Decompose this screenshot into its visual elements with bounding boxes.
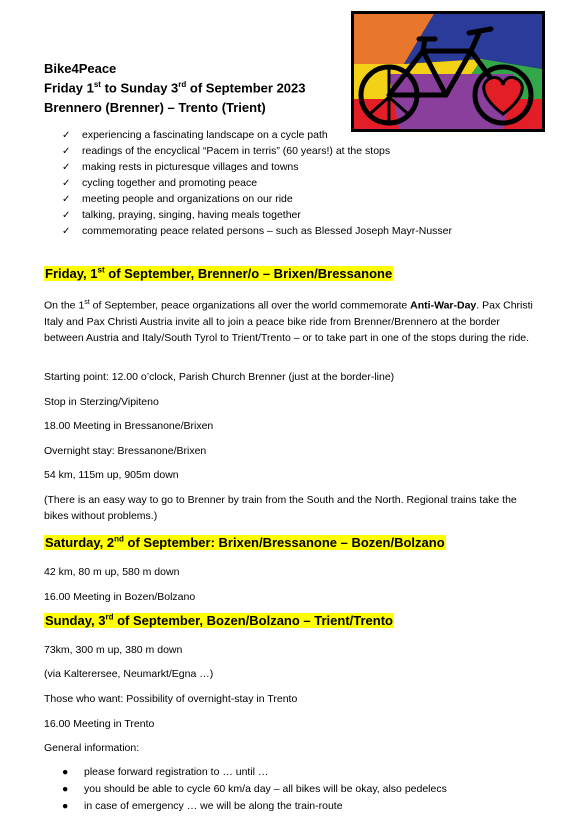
list-item: ✓ talking, praying, singing, having meals together bbox=[62, 207, 452, 223]
day2-meeting: 16.00 Meeting in Bozen/Bolzano bbox=[44, 591, 196, 603]
day1-meeting: 18.00 Meeting in Bressanone/Brixen bbox=[44, 420, 214, 432]
event-route: Brennero (Brenner) – Trento (Trient) bbox=[44, 100, 266, 115]
check-icon: ✓ bbox=[62, 226, 71, 237]
check-icon: ✓ bbox=[62, 130, 71, 141]
day2-heading: Saturday, 2nd of September: Brixen/Bressanone – Bozen/Bolzano bbox=[45, 534, 445, 550]
list-item: ✓ meeting people and organizations on our ride bbox=[62, 191, 452, 207]
document-title: Bike4Peace bbox=[44, 61, 117, 76]
day3-overnight: Those who want: Possibility of overnight-stay in Trento bbox=[44, 693, 298, 705]
day3-heading: Sunday, 3rd of September, Bozen/Bolzano – Trient/Trento bbox=[45, 612, 393, 628]
bullet-icon: ● bbox=[62, 800, 69, 812]
list-item: ✓ readings of the encyclical “Pacem in terris” (60 years!) at the stops bbox=[62, 143, 452, 159]
list-item: ● you should be able to cycle 60 km/a day – all bikes will be okay, also pedelecs bbox=[62, 781, 447, 798]
list-item: ✓ commemorating peace related persons – such as Blessed Joseph Mayr-Nusser bbox=[62, 223, 452, 239]
day1-note: (There is an easy way to go to Brenner by train from the South and the North. Regional trains take the bikes without problems.) bbox=[44, 494, 517, 522]
list-item: ✓ making rests in picturesque villages and towns bbox=[62, 159, 452, 175]
check-icon: ✓ bbox=[62, 194, 71, 205]
day1-heading: Friday, 1st of September, Brenner/o – Brixen/Bressanone bbox=[45, 265, 393, 281]
check-icon: ✓ bbox=[62, 146, 71, 157]
bullet-icon: ● bbox=[62, 766, 69, 778]
day1-start: Starting point: 12.00 o’clock, Parish Church Brenner (just at the border-line) bbox=[44, 371, 395, 383]
bike4peace-logo bbox=[351, 11, 545, 132]
list-item: ✓ experiencing a fascinating landscape on a cycle path bbox=[62, 127, 452, 143]
general-info-list bbox=[62, 764, 447, 815]
day1-stop: Stop in Sterzing/Vipiteno bbox=[44, 396, 159, 408]
list-item: ● in case of emergency … we will be along the train-route bbox=[62, 798, 447, 815]
check-icon: ✓ bbox=[62, 210, 71, 221]
day3-distance: 73km, 300 m up, 380 m down bbox=[44, 644, 183, 656]
bullet-icon: ● bbox=[62, 783, 69, 795]
highlights-list bbox=[62, 127, 452, 239]
check-icon: ✓ bbox=[62, 178, 71, 189]
list-item: ✓ cycling together and promoting peace bbox=[62, 175, 452, 191]
day1-distance: 54 km, 115m up, 905m down bbox=[44, 469, 179, 481]
general-info-label: General information: bbox=[44, 742, 140, 754]
day1-intro: On the 1st of September, peace organizations all over the world commemorate Anti-War-Day. Pax Christi Italy and Pax Christi Austria invite all to join a peace bike ride from Brenner/Brennero at the border between Austria and Italy/South Tyrol to Trient/Trento – or to take part in one of the stops during the ride. bbox=[44, 299, 533, 344]
check-icon: ✓ bbox=[62, 162, 71, 173]
day2-distance: 42 km, 80 m up, 580 m down bbox=[44, 566, 180, 578]
day3-meeting: 16.00 Meeting in Trento bbox=[44, 718, 155, 730]
list-item: ● please forward registration to … until … bbox=[62, 764, 447, 781]
day3-via: (via Kalterersee, Neumarkt/Egna …) bbox=[44, 668, 214, 680]
event-dates: Friday 1st to Sunday 3rd of September 2023 bbox=[44, 80, 306, 96]
day1-overnight: Overnight stay: Bressanone/Brixen bbox=[44, 445, 207, 457]
